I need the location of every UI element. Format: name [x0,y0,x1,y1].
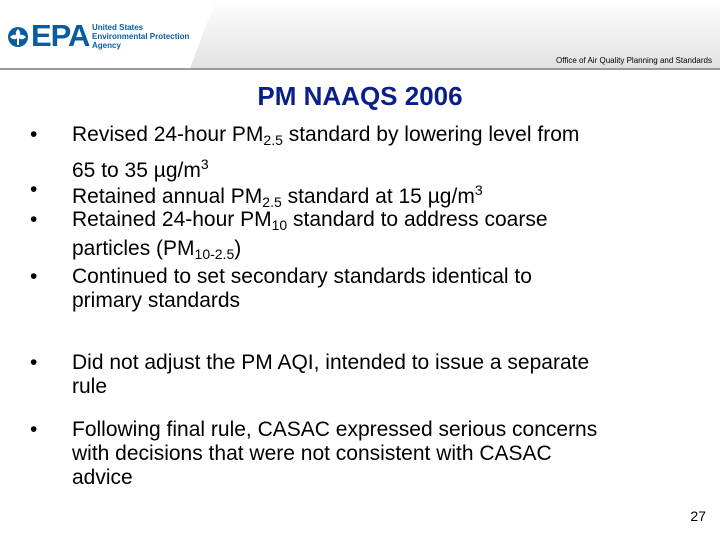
bullet-dot-icon: • [30,418,38,441]
bullet-text: Retained 24-hour PM [72,208,272,231]
bullet-item [30,208,692,266]
bullet-dot-icon: • [30,208,38,231]
subscript: 2.5 [262,194,282,210]
subscript: 2.5 [263,132,283,148]
bullet-line: rule [72,375,108,398]
epa-logo-text: EPA [31,18,90,53]
bullet-text: standard by lowering level from [282,123,580,146]
bullet-item [30,418,692,490]
agency-line: Environmental Protection [92,32,190,41]
bullet-text: Revised 24-hour PM [72,123,264,146]
agency-name [92,23,189,50]
bullet-dot-icon: • [30,265,38,288]
agency-line: United States [92,23,144,32]
bullet-dot-icon: • [30,178,38,201]
bullet-text: standard to address coarse [287,208,548,231]
bullet-text: standard at 15 µg/m [281,185,475,208]
office-name: Office of Air Quality Planning and Standards [556,56,712,65]
bullet-line: Continued to set secondary standards identical to [72,265,532,288]
bullet-text: 65 to 35 µg/m [72,159,201,182]
bullet-line: primary standards [72,289,241,312]
bullet-line: Following final rule, CASAC expressed serious concerns [72,418,598,441]
bullet-line: with decisions that were not consistent with CASAC [72,442,552,465]
superscript: 3 [200,156,209,172]
subscript: 10 [271,217,288,233]
bullet-item [30,123,692,183]
slide-title: PM NAAQS 2006 [257,81,463,111]
bullet-line: advice [72,466,133,489]
page-number: 27 [690,508,706,524]
superscript: 3 [474,182,483,198]
bullet-text: particles (PM [72,237,195,260]
bullet-line [72,208,692,237]
bullet-item [30,351,692,399]
bullet-text: Retained annual PM [72,185,263,208]
subscript: 10-2.5 [194,246,235,262]
agency-line: Agency [92,41,121,50]
bullet-line [72,123,692,152]
bullet-dot-icon: • [30,123,38,146]
epa-flower-icon [7,26,29,48]
header-rule [0,68,720,70]
bullet-item [30,265,692,313]
bullet-line [72,237,692,266]
bullet-text: ) [234,237,242,260]
slide-header [0,0,720,70]
logo-tab [190,0,216,68]
bullet-dot-icon: • [30,351,38,374]
bullet-line: Did not adjust the PM AQI, intended to issue a separate [72,351,590,374]
